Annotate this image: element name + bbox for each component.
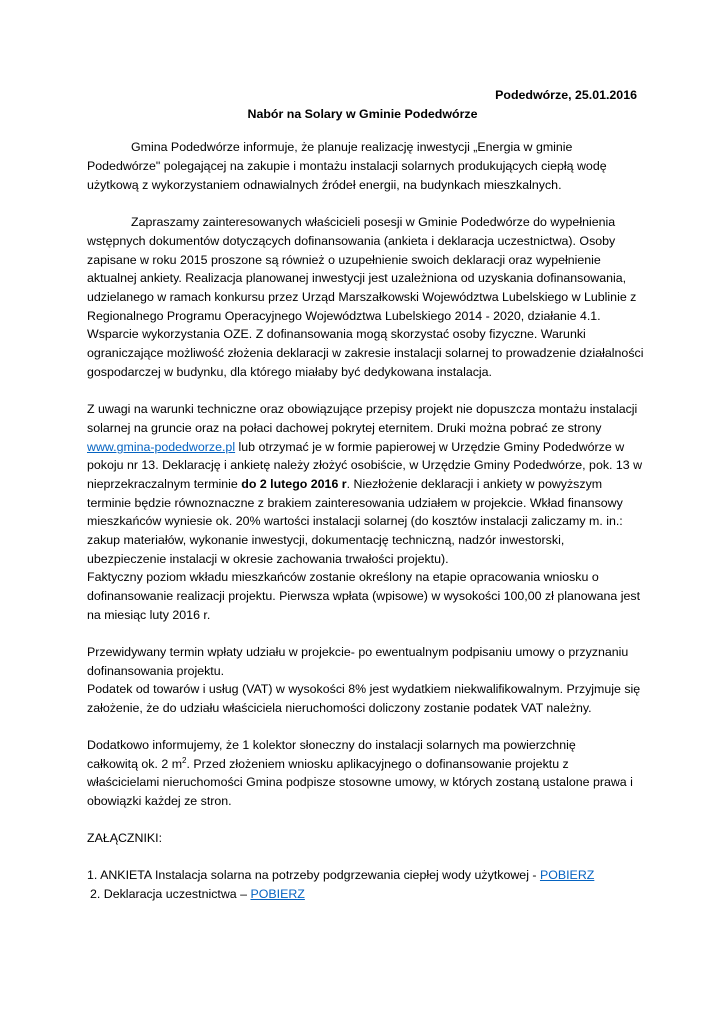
download-link-ankieta[interactable]: POBIERZ (539, 868, 595, 882)
paragraph-line (87, 438, 624, 457)
paragraph-line: Podatek od towarów i usług (VAT) w wysokości 8% jest wydatkiem niekwalifikowalnym. Przyjmuje się (87, 682, 641, 696)
paragraph-text: lub otrzymać je w formie papierowej w Urzędzie Gminy Podedwórze w (235, 440, 625, 454)
website-link[interactable]: www.gmina-podedworze.pl (87, 440, 236, 454)
paragraph-line: Dodatkowo informujemy, że 1 kolektor słoneczny do instalacji solarnych ma powierzchnię (87, 738, 576, 752)
paragraph-line: ubezpieczenie instalacji w okresie zachowania trwałości projektu). (87, 552, 449, 566)
paragraph-line: użytkową z wykorzystaniem odnawialnych źródeł energii, na budynkach mieszkalnych. (87, 178, 562, 192)
paragraph-line: solarnej na gruncie oraz na połaci dachowej pokrytej eternitem. Druki można pobrać ze strony (87, 421, 602, 435)
paragraph-line: udzielanego w ramach konkursu przez Urząd Marszałkowski Województwa Lubelskiego w Lublinie z (87, 290, 637, 304)
attachment-item-2 (90, 885, 305, 904)
paragraph-line: założenie, że do udziału właściciela nieruchomości doliczony zostanie podatek VAT należny. (87, 701, 592, 715)
document-date: Podedwórze, 25.01.2016 (495, 88, 637, 102)
paragraph-line: Przewidywany termin wpłaty udziału w projekcie- po ewentualnym podpisaniu umowy o przyznaniu (87, 645, 629, 659)
paragraph-text: nieprzekraczalnym terminie (87, 477, 242, 491)
paragraph-line (87, 755, 569, 774)
paragraph-text: całkowitą ok. 2 m (87, 757, 183, 771)
paragraph-text: . Niezłożenie deklaracji i ankiety w powyższym (346, 477, 603, 491)
paragraph-line: Regionalnego Programu Operacyjnego Województwa Lubelskiego 2014 - 2020, działanie 4.1. (87, 309, 601, 323)
paragraph-line (87, 475, 602, 494)
document-title: Nabór na Solary w Gminie Podedwórze (247, 107, 478, 121)
attachment-label: 1. ANKIETA Instalacja solarna na potrzeby podgrzewania ciepłej wody użytkowej - (87, 868, 540, 882)
paragraph-line: Podedwórze" polegającej na zakupie i montażu instalacji solarnych produkujących ciepłą wodę (87, 159, 607, 173)
paragraph-line: obowiązki każdej ze stron. (87, 794, 232, 808)
paragraph-line: Faktyczny poziom wkładu mieszkańców zostanie określony na etapie opracowania wniosku o (87, 570, 599, 584)
paragraph-line: terminie będzie równoznaczne z brakiem zainteresowania udziałem w projekcie. Wkład finansowy (87, 496, 623, 510)
paragraph-line: gospodarczej w budynku, dla którego miałaby być dedykowana instalacja. (87, 365, 492, 379)
attachments-heading: ZAŁĄCZNIKI: (87, 831, 163, 845)
paragraph-line: zapisane w roku 2015 proszone są również o uzupełnienie swoich deklaracji oraz wypełnienie (87, 253, 601, 267)
paragraph-line: ograniczające możliwość złożenia deklaracji w zakresie instalacji solarnej to prowadzenie działalności (87, 346, 644, 360)
superscript: 2 (182, 755, 187, 765)
paragraph-line: Gmina Podedwórze informuje, że planuje realizację inwestycji „Energia w gminie (131, 140, 573, 154)
paragraph-line: mieszkańców wyniesie ok. 20% wartości instalacji solarnej (do kosztów instalacji zaliczamy m. in.: (87, 514, 623, 528)
paragraph-line: Wsparcie wykorzystania OZE. Z dofinansowania mogą skorzystać osoby fizyczne. Warunki (87, 327, 586, 341)
download-link-deklaracja[interactable]: POBIERZ (250, 887, 305, 901)
attachment-item-1 (87, 866, 594, 885)
paragraph-line: Zapraszamy zainteresowanych właścicieli posesji w Gminie Podedwórze do wypełnienia (131, 215, 616, 229)
paragraph-line: dofinansowania projektu. (87, 664, 225, 678)
paragraph-line: zakup materiałów, wykonanie inwestycji, dokumentację techniczną, nadzór inwestorski, (87, 533, 565, 547)
paragraph-line: aktualnej ankiety. Realizacja planowanej inwestycji jest uzależniona od uzyskania dofinansowania, (87, 271, 627, 285)
attachment-label: 2. Deklaracja uczestnictwa – (90, 887, 251, 901)
paragraph-text: . Przed złożeniem wniosku aplikacyjnego o dofinansowanie projektu z (186, 757, 569, 771)
paragraph-line: pokoju nr 13. Deklarację i ankietę należy złożyć osobiście, w Urzędzie Gminy Podedwórze, pok. 13 w (87, 458, 643, 472)
paragraph-line: Z uwagi na warunki techniczne oraz obowiązujące przepisy projekt nie dopuszcza montażu instalacji (87, 402, 638, 416)
paragraph-line: wstępnych dokumentów dotyczących dofinansowania (ankieta i deklaracja uczestnictwa). Osoby (87, 234, 616, 248)
paragraph-line: właścicielami nieruchomości Gmina podpisze stosowne umowy, w których zostaną ustalone prawa i (87, 775, 633, 789)
deadline-text: do 2 lutego 2016 r (241, 477, 347, 491)
paragraph-line: dofinansowanie realizacji projektu. Pierwsza wpłata (wpisowe) w wysokości 100,00 zł planowana jest (87, 589, 641, 603)
paragraph-line: na miesiąc luty 2016 r. (87, 608, 211, 622)
